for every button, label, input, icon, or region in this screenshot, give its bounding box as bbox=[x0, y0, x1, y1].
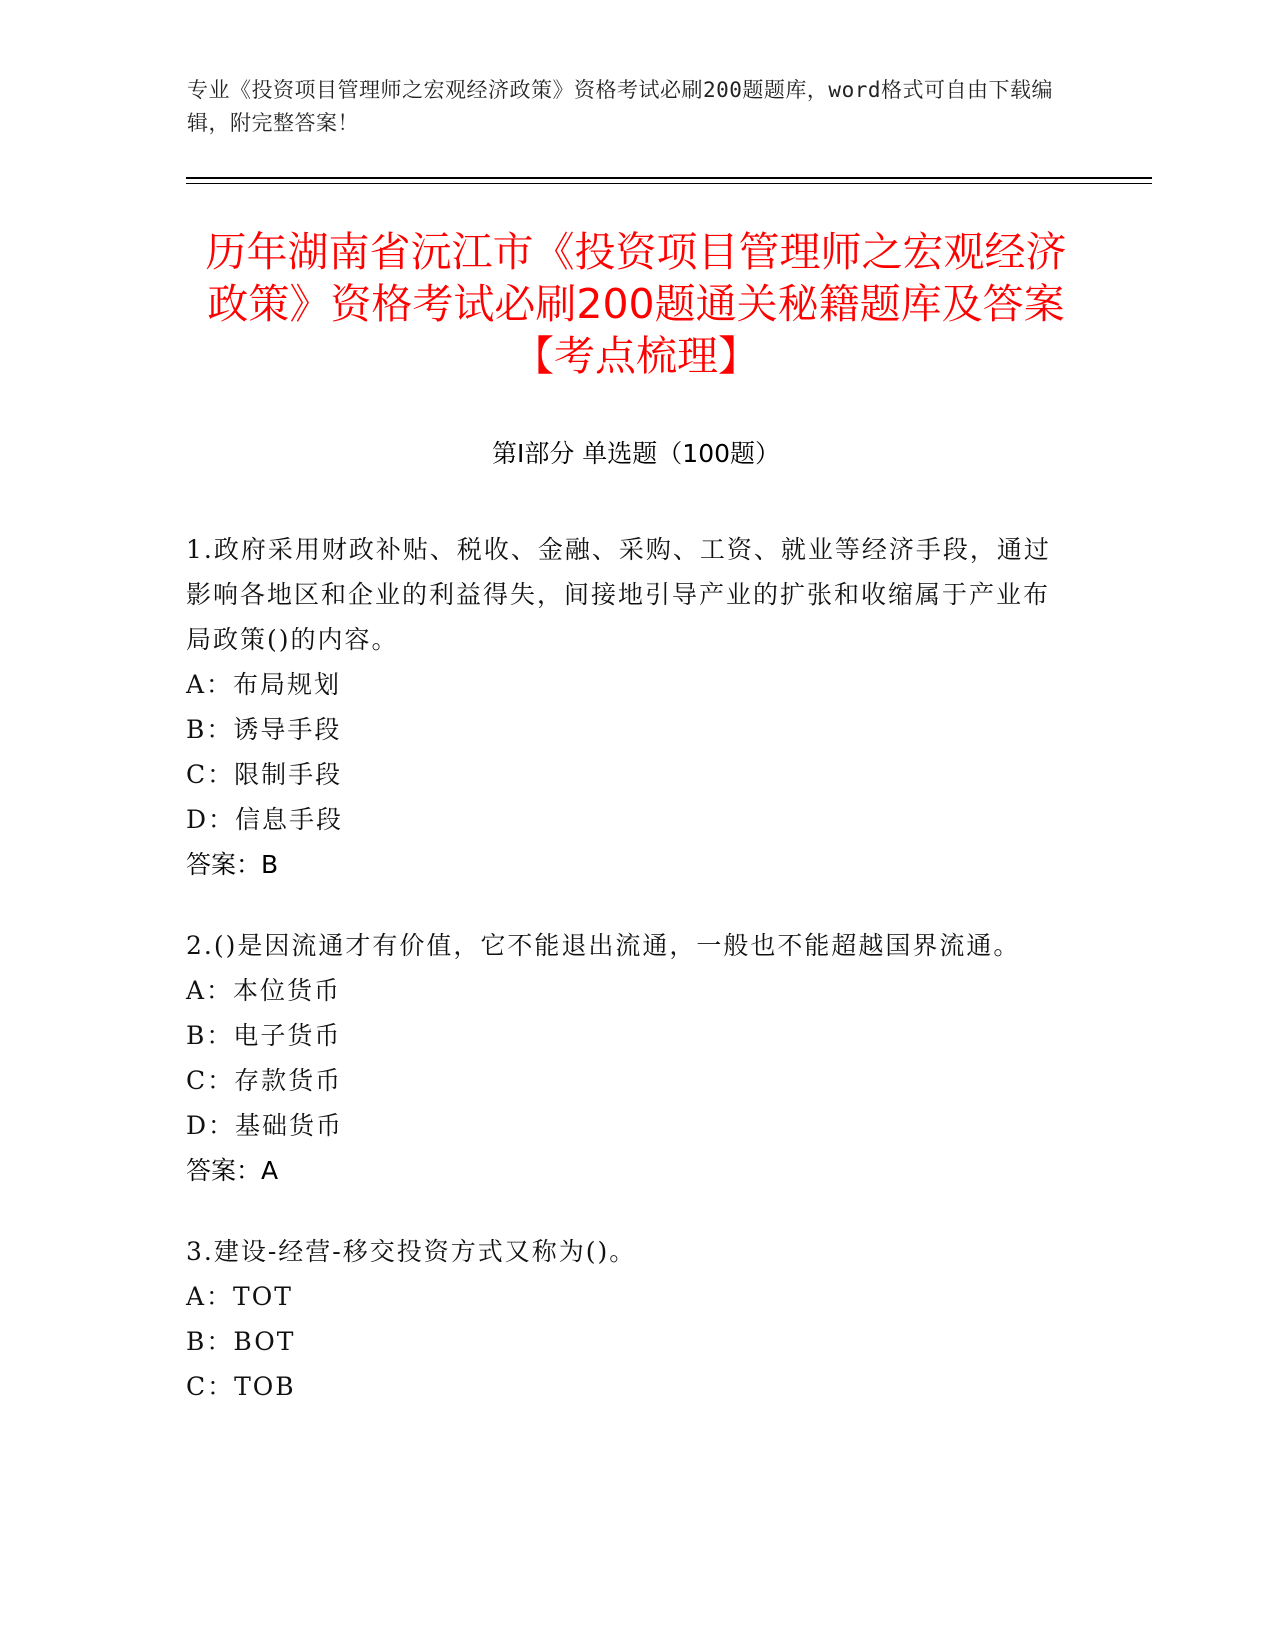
option-a: A：TOT bbox=[186, 1282, 293, 1311]
question-stem: 2.()是因流通才有价值，它不能退出流通，一般也不能超越国界流通。 bbox=[186, 931, 1021, 960]
option-c: C：限制手段 bbox=[186, 760, 343, 789]
question-stem: 1.政府采用财政补贴、税收、金融、采购、工资、就业等经济手段，通过影响各地区和企业的利益得失，间接地引导产业的扩张和收缩属于产业布局政策()的内容。 bbox=[186, 535, 1051, 654]
header-note: 专业《投资项目管理师之宏观经济政策》资格考试必刷200题题库，word格式可自由下载编辑，附完整答案！ bbox=[187, 78, 1053, 135]
option-a: A：本位货币 bbox=[186, 976, 342, 1005]
question-list bbox=[186, 527, 1066, 1445]
section-heading: 第Ⅰ部分 单选题（100题） bbox=[491, 439, 781, 468]
header-divider-thick bbox=[186, 177, 1152, 179]
option-b: B：电子货币 bbox=[186, 1021, 342, 1050]
option-d: D：信息手段 bbox=[186, 805, 344, 834]
answer: 答案：B bbox=[186, 850, 279, 879]
option-c: C：存款货币 bbox=[186, 1066, 343, 1095]
option-d: D：基础货币 bbox=[186, 1111, 344, 1140]
question-3 bbox=[186, 1229, 1066, 1409]
document-title: 历年湖南省沅江市《投资项目管理师之宏观经济政策》资格考试必刷200题通关秘籍题库及答案【考点梳理】 bbox=[205, 228, 1067, 380]
option-a: A：布局规划 bbox=[186, 670, 342, 699]
option-b: B：诱导手段 bbox=[186, 715, 342, 744]
question-stem: 3.建设-经营-移交投资方式又称为()。 bbox=[186, 1237, 637, 1266]
option-c: C：TOB bbox=[186, 1372, 296, 1401]
option-b: B：BOT bbox=[186, 1327, 296, 1356]
question-1 bbox=[186, 527, 1066, 887]
header-divider-thin bbox=[186, 183, 1152, 184]
question-2 bbox=[186, 923, 1066, 1193]
answer: 答案：A bbox=[186, 1156, 279, 1185]
